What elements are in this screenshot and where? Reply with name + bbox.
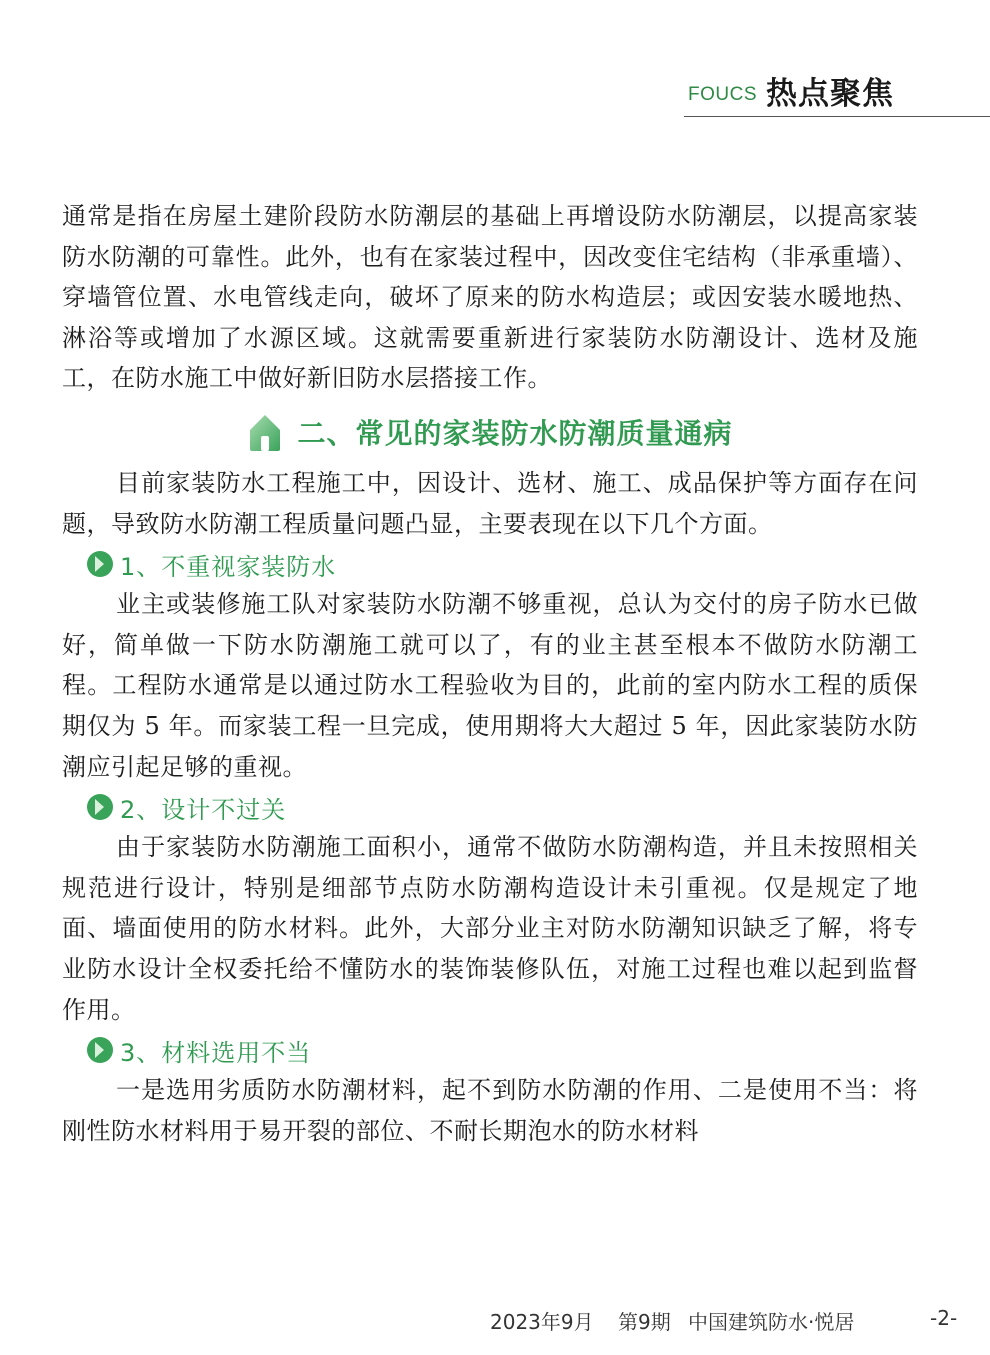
- page-footer: [490, 1306, 970, 1340]
- house-icon: [247, 412, 283, 452]
- item-heading-text: 2、设计不过关: [120, 795, 287, 824]
- chevron-right-icon: [86, 550, 114, 578]
- article-body: [62, 196, 918, 1151]
- header-cn-label: 热点聚焦: [766, 76, 894, 112]
- footer-publication: 中国建筑防水·悦居: [688, 1310, 855, 1334]
- page-number: -2-: [930, 1306, 958, 1330]
- section-heading: [62, 405, 918, 459]
- item-heading-text: 1、不重视家装防水: [120, 552, 337, 581]
- item-heading: [86, 544, 918, 584]
- item-heading: [86, 787, 918, 827]
- item-heading: [86, 1030, 918, 1070]
- page-header: [684, 66, 990, 118]
- chevron-right-icon: [86, 1036, 114, 1064]
- section-lead: 目前家装防水工程施工中，因设计、选材、施工、成品保护等方面存在问题，导致防水防潮工程质量问题凸显，主要表现在以下几个方面。: [62, 468, 918, 538]
- footer-issue: 第9期: [618, 1310, 671, 1334]
- footer-date: 2023年9月: [490, 1310, 594, 1334]
- header-en-label: FOUCS: [688, 84, 757, 105]
- item-body: 业主或装修施工队对家装防水防潮不够重视，总认为交付的房子防水已做好，简单做一下防水防潮施工就可以了，有的业主甚至根本不做防水防潮工程。工程防水通常是以通过防水工程验收为目的，此前的室内防水工程的质保期仅为 5 年。而家装工程一旦完成，使用期将大大超过 5 年，因此家装防水防潮应引起足够的重视。: [62, 590, 918, 781]
- item-body: 一是选用劣质防水防潮材料，起不到防水防潮的作用、二是使用不当：将刚性防水材料用于易开裂的部位、不耐长期泡水的防水材料: [62, 1076, 918, 1145]
- item-heading-text: 3、材料选用不当: [120, 1038, 312, 1067]
- item-body: 由于家装防水防潮施工面积小，通常不做防水防潮构造，并且未按照相关规范进行设计，特别是细部节点防水防潮构造设计未引重视。仅是规定了地面、墙面使用的防水材料。此外，大部分业主对防水防潮知识缺乏了解，将专业防水设计全权委托给不懂防水的装饰装修队伍，对施工过程也难以起到监督作用。: [62, 833, 918, 1024]
- chevron-right-icon: [86, 793, 114, 821]
- intro-paragraph: 通常是指在房屋土建阶段防水防潮层的基础上再增设防水防潮层，以提高家装防水防潮的可靠性。此外，也有在家装过程中，因改变住宅结构（非承重墙）、穿墙管位置、水电管线走向，破坏了原来的防水构造层；或因安装水暖地热、淋浴等或增加了水源区域。这就需要重新进行家装防水防潮设计、选材及施工，在防水施工中做好新旧防水层搭接工作。: [62, 202, 918, 393]
- header-rule: [684, 116, 990, 117]
- section-title: 二、常见的家装防水防潮质量通病: [297, 416, 733, 450]
